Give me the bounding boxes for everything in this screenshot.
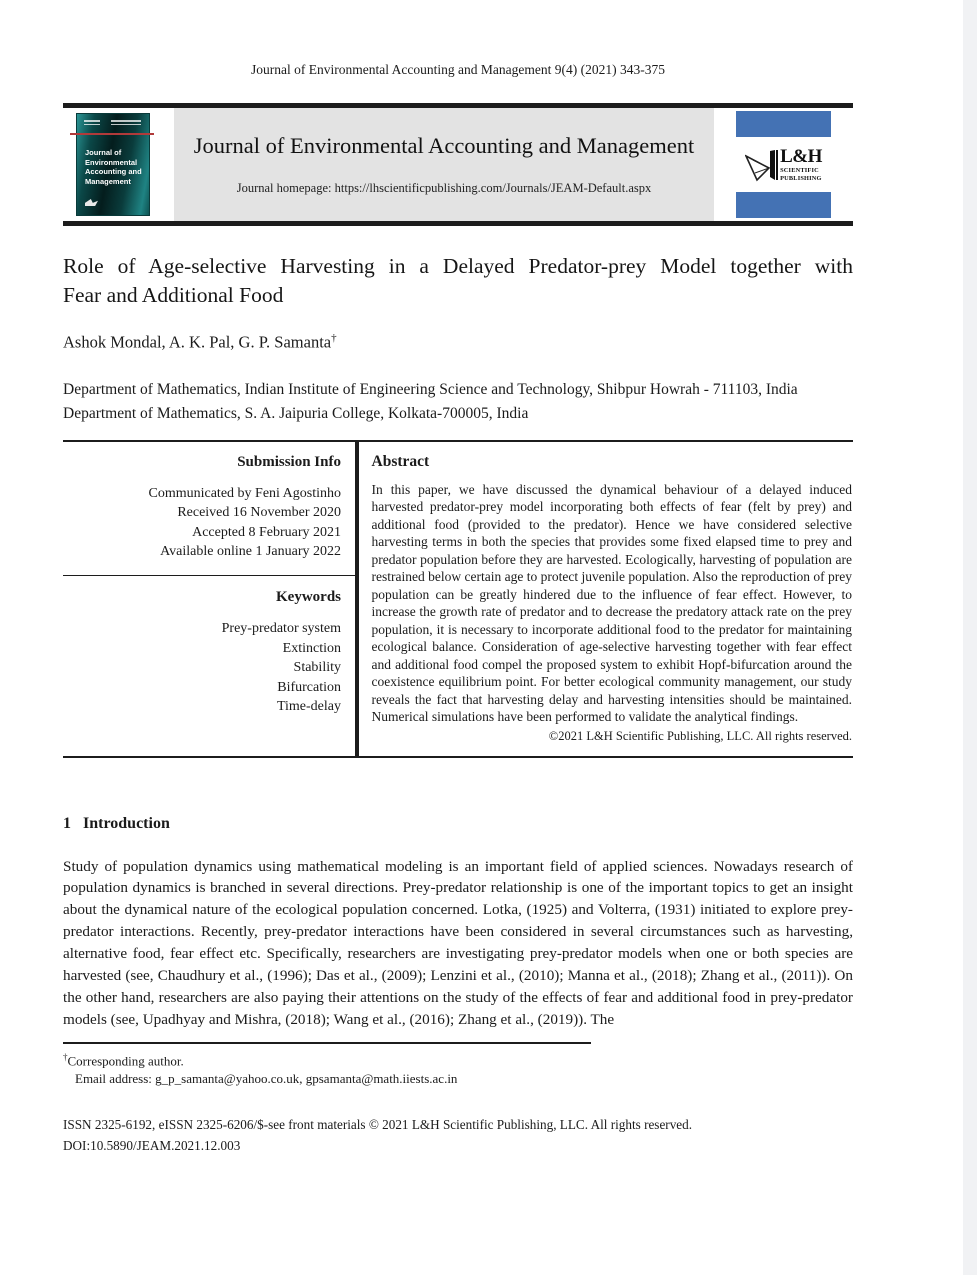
footer-block bbox=[63, 1114, 853, 1157]
corresponding-author-dagger: † bbox=[331, 332, 337, 344]
article-title-line1: Role of Age-selective Harvesting in a Delayed Predator-prey Model together with bbox=[63, 254, 853, 278]
article-title bbox=[63, 252, 853, 310]
banner-bottom-rule bbox=[63, 221, 853, 226]
introduction-paragraph: Study of population dynamics using mathematical modeling is an important field of applied sciences. Nowadays research of population dynamics is branched in several directions. Prey-predator relationship is one of the important topics to get an insight about the dynamical nature of the ecological population concerned. Lotka, (1925) and Volterra, (1931) initiated to explore prey-predator interactions. Recently, prey-predator interactions have been considered in several circumstances such as harvesting, alternative food, fear effect etc. Specifically, researchers are investigating prey-predator models when one or both species are harvested (see, Chaudhury et al., (1996); Das et al., (2009); Lenzini et al., (2010); Manna et al., (2018); Zhang et al., (2011)). On the other hand, researchers are also paying their attentions on the study of the effects of fear and additional food in prey-predator models (see, Upadhyay and Mishra, (2018); Wang et al., (2016); Zhang et al., (2019)). The bbox=[63, 857, 853, 1028]
cover-fineprint-left bbox=[84, 120, 100, 125]
cover-publisher-mark-icon bbox=[85, 199, 98, 206]
abstract-heading: Abstract bbox=[371, 452, 430, 470]
submission-line: Communicated by Feni Agostinho bbox=[148, 485, 341, 501]
journal-cover-thumbnail bbox=[77, 114, 149, 215]
affiliation-line: Department of Mathematics, S. A. Jaipuria College, Kolkata-700005, India bbox=[63, 405, 529, 422]
cover-red-line bbox=[70, 133, 154, 135]
banner-masthead bbox=[174, 108, 714, 221]
issn-line: ISSN 2325-6192, eISSN 2325-6206/$-see front materials © 2021 L&H Scientific Publishing, LLC. All rights reserved. bbox=[63, 1116, 693, 1132]
footnote-rule bbox=[63, 1042, 591, 1045]
submission-info-column bbox=[63, 442, 355, 756]
publisher-sub1: SCIENTIFIC bbox=[780, 166, 819, 174]
keyword-item: Bifurcation bbox=[277, 679, 341, 695]
section-heading-introduction bbox=[63, 814, 853, 833]
footnote-block bbox=[63, 1042, 853, 1088]
doi-line: DOI:10.5890/JEAM.2021.12.003 bbox=[63, 1138, 241, 1154]
scan-edge-strip bbox=[963, 0, 977, 1275]
footnote-corresponding-text: Corresponding author. bbox=[67, 1053, 184, 1069]
keyword-item: Stability bbox=[293, 660, 341, 675]
submission-abstract-section bbox=[63, 440, 853, 758]
submission-line: Accepted 8 February 2021 bbox=[192, 524, 341, 540]
publisher-sub2: PUBLISHING bbox=[780, 174, 822, 182]
publisher-name: L&H bbox=[780, 146, 822, 168]
submission-info-heading: Submission Info bbox=[237, 453, 341, 470]
author-names: Ashok Mondal, A. K. Pal, G. P. Samanta bbox=[63, 332, 332, 352]
lh-publisher-logo bbox=[745, 147, 822, 183]
keyword-item: Extinction bbox=[282, 640, 341, 656]
publisher-blue-bar-top bbox=[736, 111, 831, 137]
journal-homepage-link[interactable]: Journal homepage: https://lhscientificpublishing.com/Journals/JEAM-Default.aspx bbox=[236, 181, 652, 195]
footnote-corresponding bbox=[63, 1049, 853, 1070]
abstract-copyright: ©2021 L&H Scientific Publishing, LLC. All rights reserved. bbox=[548, 728, 852, 743]
lh-fan-icon bbox=[745, 147, 779, 183]
header-citation: Journal of Environmental Accounting and Management 9(4) (2021) 343-375 bbox=[251, 62, 665, 77]
footnote-email-line[interactable]: Email address: g_p_samanta@yahoo.co.uk, gpsamanta@math.iiests.ac.in bbox=[75, 1071, 458, 1087]
keywords-heading: Keywords bbox=[276, 589, 341, 605]
cover-fineprint-right bbox=[111, 120, 141, 125]
banner-journal-title: Journal of Environmental Accounting and Management bbox=[193, 133, 695, 158]
keywords-divider-rule bbox=[63, 575, 355, 577]
author-list bbox=[63, 328, 853, 353]
affiliations bbox=[63, 378, 853, 427]
publisher-logo-block bbox=[736, 111, 831, 218]
abstract-text: In this paper, we have discussed the dynamical behaviour of a delayed induced harvested predator-prey model incorporating both effects of fear (felt by prey) and additional food (provided to the predator). Hence we have considered selective harvesting terms in both the species that provides some fixed elapsed time to prey and predator population before they are harvested. Ecologically, harvesting of population are restrained below certain age to protect juvenile population. Also the reproduction of prey population can be greatly hindered due to the influence of fear effect. However, to increase the growth rate of predator and to decrease the predatory attack rate on the prey population, it is necessary to incorporate additional food to the predator for maintaining ecological balance. Consideration of age-selective harvesting together with fear effect and additional food compel the proposed system to exhibit Hopf-bifurcation around the coexistence equilibrium point. For better ecological community management, our study reveals the fact that harvesting delay and harvesting intensities should be maintained. Numerical simulations have been performed to validate the analytical findings. bbox=[371, 481, 852, 724]
article-title-line2: Fear and Additional Food bbox=[63, 283, 284, 307]
publisher-blue-bar-bottom bbox=[736, 192, 831, 218]
submission-line: Available online 1 January 2022 bbox=[160, 544, 341, 559]
affiliation-line: Department of Mathematics, Indian Institute of Engineering Science and Technology, Shibpur Howrah - 711103, India bbox=[63, 380, 798, 398]
section-number: 1 bbox=[63, 814, 71, 832]
section-title: Introduction bbox=[83, 814, 170, 832]
footnote-dagger: † bbox=[63, 1052, 68, 1063]
cover-journal-title: Journal of Environmental Accounting and Management bbox=[85, 148, 142, 186]
info-bottom-rule bbox=[63, 756, 853, 758]
submission-line: Received 16 November 2020 bbox=[177, 505, 341, 520]
abstract-column bbox=[359, 442, 854, 756]
keyword-item: Prey-predator system bbox=[221, 621, 341, 636]
journal-banner bbox=[63, 103, 853, 226]
keyword-item: Time-delay bbox=[276, 699, 341, 714]
